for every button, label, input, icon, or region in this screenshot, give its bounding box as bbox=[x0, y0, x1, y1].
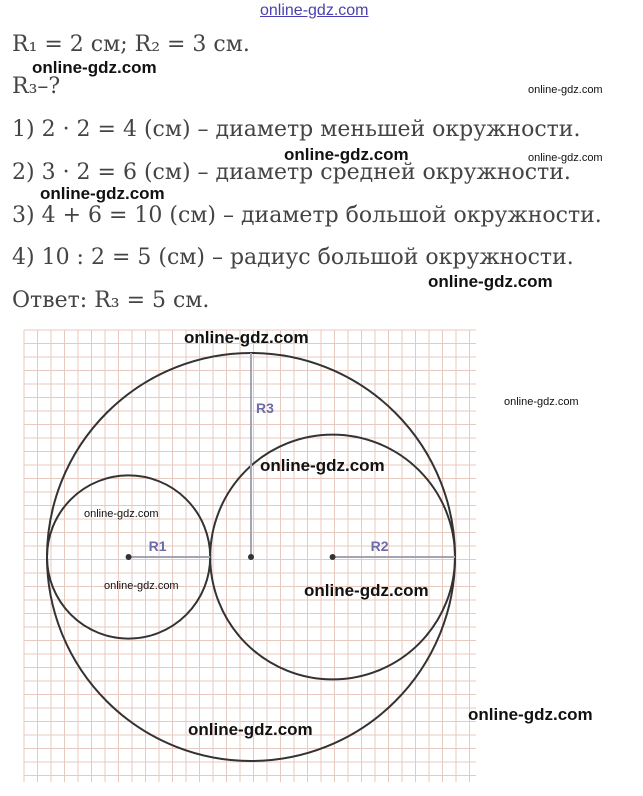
watermark: online-gdz.com bbox=[284, 145, 409, 164]
step-4: 4) 10 : 2 = 5 (см) – радиус большой окружности. bbox=[12, 245, 574, 270]
watermark: online-gdz.com bbox=[260, 456, 385, 475]
step-2: 2) 3 · 2 = 6 (см) – диаметр средней окружности. bbox=[12, 160, 571, 185]
watermark: online-gdz.com bbox=[528, 152, 603, 164]
center-point-medium bbox=[330, 554, 336, 560]
watermark: online-gdz.com bbox=[184, 328, 309, 347]
watermark: online-gdz.com bbox=[104, 580, 179, 592]
watermark: online-gdz.com bbox=[84, 508, 159, 520]
watermark: online-gdz.com bbox=[504, 396, 579, 408]
center-point-small bbox=[126, 554, 132, 560]
given-line: R₁ = 2 см; R₂ = 3 см. bbox=[12, 32, 250, 57]
label-r2: R2 bbox=[370, 538, 389, 554]
step-3: 3) 4 + 6 = 10 (см) – диаметр большой окружности. bbox=[12, 203, 602, 228]
watermark: online-gdz.com bbox=[40, 184, 165, 203]
label-r3: R3 bbox=[256, 400, 274, 416]
watermark: online-gdz.com bbox=[528, 84, 603, 96]
watermark: online-gdz.com bbox=[304, 581, 429, 600]
label-r1: R1 bbox=[148, 538, 167, 554]
answer-line: Ответ: R₃ = 5 см. bbox=[12, 288, 210, 313]
watermark: online-gdz.com bbox=[32, 58, 157, 77]
watermark-top-link[interactable]: online-gdz.com bbox=[260, 2, 369, 19]
find-line: R₃–? bbox=[12, 74, 61, 99]
center-point-large bbox=[248, 554, 254, 560]
watermark: online-gdz.com bbox=[428, 272, 553, 291]
step-1: 1) 2 · 2 = 4 (см) – диаметр меньшей окружности. bbox=[12, 117, 581, 142]
watermark: online-gdz.com bbox=[188, 720, 313, 739]
watermark: online-gdz.com bbox=[468, 705, 593, 724]
